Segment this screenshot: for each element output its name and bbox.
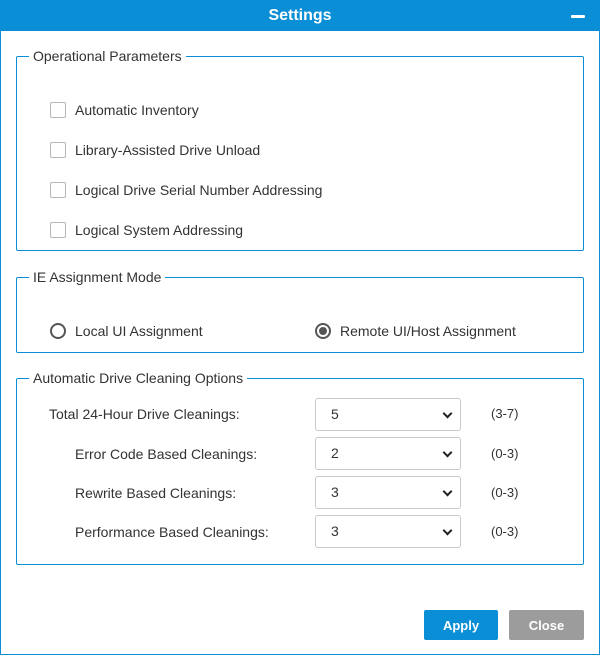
ie-assignment-mode-group <box>16 269 584 353</box>
library-assisted-drive-unload-checkbox[interactable] <box>50 142 66 158</box>
rewrite-cleanings-select[interactable] <box>315 476 461 509</box>
chevron-down-icon <box>443 526 453 536</box>
error-code-cleanings-select[interactable] <box>315 437 461 470</box>
logical-system-addressing-checkbox[interactable] <box>50 222 66 238</box>
close-button[interactable]: Close <box>509 610 584 640</box>
logical-drive-serial-number-addressing-checkbox[interactable] <box>50 182 66 198</box>
library-assisted-drive-unload-option[interactable] <box>50 142 260 158</box>
logical-system-addressing-label: Logical System Addressing <box>75 222 244 238</box>
performance-cleanings-value: 3 <box>331 523 339 539</box>
library-assisted-drive-unload-label: Library-Assisted Drive Unload <box>75 142 261 158</box>
total-cleanings-range: (3-7) <box>491 406 519 421</box>
local-ui-assignment-option[interactable] <box>50 323 203 339</box>
minimize-icon[interactable] <box>571 15 585 18</box>
total-cleanings-select[interactable] <box>315 398 461 431</box>
operational-parameters-group <box>16 48 584 251</box>
error-code-cleanings-value: 2 <box>331 445 339 461</box>
chevron-down-icon <box>443 409 453 419</box>
automatic-inventory-checkbox[interactable] <box>50 102 66 118</box>
title-bar <box>1 1 599 31</box>
operational-parameters-legend: Operational Parameters <box>33 48 182 64</box>
performance-cleanings-select[interactable] <box>315 515 461 548</box>
local-ui-assignment-radio[interactable] <box>50 323 66 339</box>
error-code-cleanings-range: (0-3) <box>491 446 519 461</box>
chevron-down-icon <box>443 487 453 497</box>
apply-button[interactable]: Apply <box>424 610 498 640</box>
ie-assignment-mode-legend: IE Assignment Mode <box>33 269 162 285</box>
performance-cleanings-label: Performance Based Cleanings: <box>75 524 269 540</box>
remote-ui-host-assignment-label: Remote UI/Host Assignment <box>340 323 516 339</box>
logical-drive-serial-number-addressing-label: Logical Drive Serial Number Addressing <box>75 182 323 198</box>
error-code-cleanings-label: Error Code Based Cleanings: <box>75 446 258 462</box>
performance-cleanings-range: (0-3) <box>491 524 519 539</box>
total-cleanings-value: 5 <box>331 406 339 422</box>
automatic-inventory-label: Automatic Inventory <box>75 102 199 118</box>
remote-ui-host-assignment-radio[interactable] <box>315 323 331 339</box>
total-cleanings-label: Total 24-Hour Drive Cleanings: <box>49 406 240 422</box>
logical-drive-serial-number-addressing-option[interactable] <box>50 182 322 198</box>
logical-system-addressing-option[interactable] <box>50 222 243 238</box>
local-ui-assignment-label: Local UI Assignment <box>75 323 203 339</box>
rewrite-cleanings-label: Rewrite Based Cleanings: <box>75 485 237 501</box>
rewrite-cleanings-range: (0-3) <box>491 485 519 500</box>
rewrite-cleanings-value: 3 <box>331 484 339 500</box>
automatic-inventory-option[interactable] <box>50 102 199 118</box>
dialog-title: Settings <box>268 7 332 24</box>
chevron-down-icon <box>443 448 453 458</box>
remote-ui-host-assignment-option[interactable] <box>315 323 516 339</box>
drive-cleaning-options-legend: Automatic Drive Cleaning Options <box>33 370 244 386</box>
